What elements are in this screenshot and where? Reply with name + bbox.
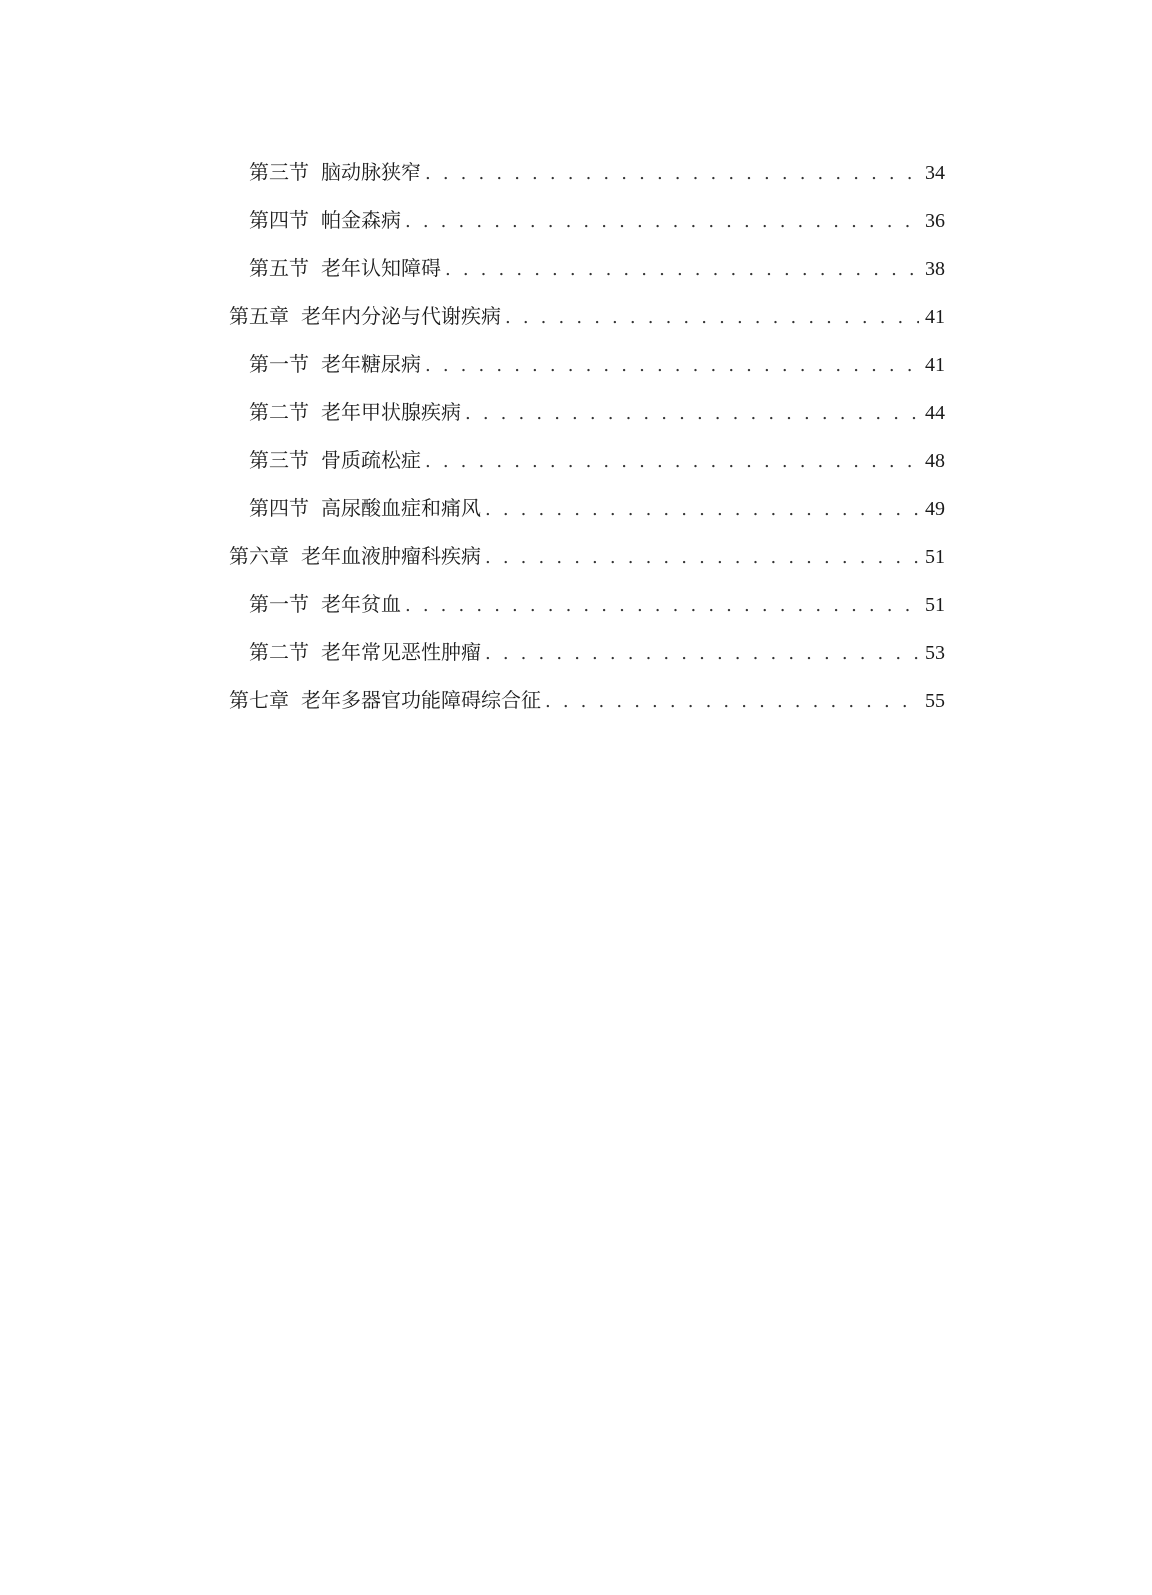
dot-leader [465, 394, 919, 434]
toc-entry-chapter[interactable] [229, 536, 945, 584]
dot-leader [545, 682, 919, 722]
entry-number: 第七章 [229, 688, 289, 712]
dot-leader [425, 346, 919, 386]
entry-title: 老年贫血 [321, 592, 401, 616]
toc-entry-section[interactable] [229, 584, 945, 632]
entry-page-number: 53 [925, 642, 945, 664]
toc-entry-section[interactable] [229, 152, 945, 200]
dot-leader [505, 298, 919, 338]
entry-page-number: 51 [925, 546, 945, 568]
toc-entry-section[interactable] [229, 248, 945, 296]
entry-page-number: 34 [925, 162, 945, 184]
dot-leader [425, 442, 919, 482]
entry-page-number: 41 [925, 306, 945, 328]
entry-page-number: 48 [925, 450, 945, 472]
entry-title: 高尿酸血症和痛风 [321, 496, 481, 520]
entry-page-number: 36 [925, 210, 945, 232]
entry-title: 老年认知障碍 [321, 256, 441, 280]
dot-leader [445, 250, 919, 290]
toc-entry-chapter[interactable] [229, 680, 945, 728]
toc-entry-chapter[interactable] [229, 296, 945, 344]
dot-leader [405, 202, 919, 242]
dot-leader [425, 154, 919, 194]
toc-entry-section[interactable] [229, 200, 945, 248]
entry-title: 脑动脉狭窄 [321, 160, 421, 184]
entry-page-number: 44 [925, 402, 945, 424]
entry-number: 第五节 [249, 256, 309, 280]
dot-leader [485, 538, 919, 578]
entry-number: 第三节 [249, 160, 309, 184]
entry-title: 老年血液肿瘤科疾病 [301, 544, 481, 568]
entry-title: 帕金森病 [321, 208, 401, 232]
entry-page-number: 41 [925, 354, 945, 376]
dot-leader [485, 634, 919, 674]
entry-number: 第五章 [229, 304, 289, 328]
entry-number: 第四节 [249, 208, 309, 232]
entry-number: 第二节 [249, 400, 309, 424]
entry-title: 老年糖尿病 [321, 352, 421, 376]
entry-number: 第六章 [229, 544, 289, 568]
toc-entry-section[interactable] [229, 392, 945, 440]
dot-leader [405, 586, 919, 626]
entry-number: 第一节 [249, 592, 309, 616]
entry-number: 第四节 [249, 496, 309, 520]
table-of-contents [229, 152, 945, 728]
entry-number: 第一节 [249, 352, 309, 376]
toc-entry-section[interactable] [229, 440, 945, 488]
toc-entry-section[interactable] [229, 344, 945, 392]
entry-title: 老年甲状腺疾病 [321, 400, 461, 424]
entry-number: 第三节 [249, 448, 309, 472]
entry-page-number: 38 [925, 258, 945, 280]
toc-entry-section[interactable] [229, 488, 945, 536]
entry-number: 第二节 [249, 640, 309, 664]
entry-page-number: 55 [925, 690, 945, 712]
entry-page-number: 49 [925, 498, 945, 520]
entry-title: 骨质疏松症 [321, 448, 421, 472]
toc-entry-section[interactable] [229, 632, 945, 680]
entry-title: 老年内分泌与代谢疾病 [301, 304, 501, 328]
entry-title: 老年常见恶性肿瘤 [321, 640, 481, 664]
dot-leader [485, 490, 919, 530]
entry-title: 老年多器官功能障碍综合征 [301, 688, 541, 712]
entry-page-number: 51 [925, 594, 945, 616]
